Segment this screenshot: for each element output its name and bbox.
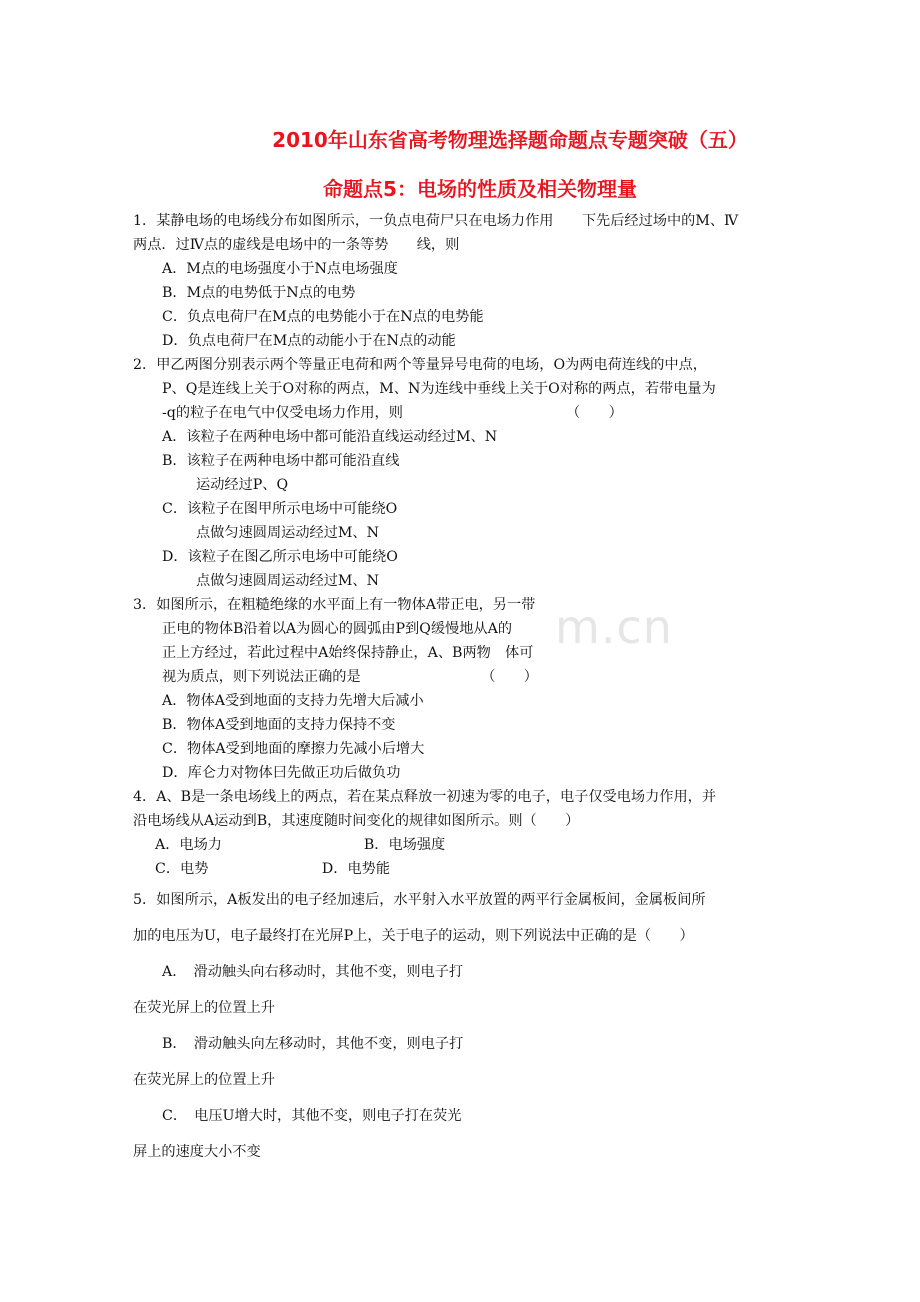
q2-option-c: C．该粒子在图甲所示电场中可能绕O — [162, 501, 398, 517]
q1-option-a: A．M点的电场强度小于N点电场强度 — [162, 261, 398, 277]
q3-stem-line-1: 3．如图所示，在粗糙绝缘的水平面上有一物体A带正电，另一带 — [133, 597, 536, 613]
q2-option-b-cont: 运动经过P、Q — [196, 477, 289, 493]
section-title: 命题点5：电场的性质及相关物理量 — [323, 177, 637, 201]
q5-option-c: C． 电压U增大时，其他不变，则电子打在荧光 — [162, 1108, 462, 1124]
q1-option-c: C．负点电荷尸在M点的电势能小于在N点的电势能 — [162, 309, 484, 325]
q5-stem-line-1: 5．如图所示，A板发出的电子经加速后，水平射入水平放置的两平行金属板间，金属板间所 — [133, 892, 706, 908]
q2-stem-line-2: P、Q是连线上关于O对称的两点，M、N为连线中垂线上关于O对称的两点，若带电量为 — [162, 381, 716, 397]
q3-stem-line-3: 正上方经过，若此过程中A始终保持静止，A、B两物 体可 — [162, 645, 534, 661]
document-title: 2010年山东省高考物理选择题命题点专题突破（五） — [272, 128, 748, 152]
q2-option-a: A．该粒子在两种电场中都可能沿直线运动经过M、N — [162, 429, 498, 445]
q1-option-b: B．M点的电势低于N点的电势 — [162, 285, 356, 301]
q5-stem-line-2: 加的电压为U，电子最终打在光屏P上，关于电子的运动，则下列说法中正确的是（ ） — [133, 928, 694, 944]
q4-stem-line-2: 沿电场线从A运动到B，其速度随时间变化的规律如图所示。则（ ） — [133, 813, 580, 829]
q3-stem-line-2: 正电的物体B沿着以A为圆心的圆弧由P到Q缓慢地从A的 — [162, 621, 513, 637]
q3-option-b: B．物体A受到地面的支持力保持不变 — [162, 717, 396, 733]
q1-option-d: D．负点电荷尸在M点的动能小于在N点的动能 — [162, 333, 456, 349]
q1-stem-line-1: 1．某静电场的电场线分布如图所示，一负点电荷尸只在电场力作用 下先后经过场中的M、Ⅳ — [133, 213, 739, 229]
q5-option-b: B． 滑动触头向左移动时，其他不变，则电子打 — [162, 1036, 464, 1052]
q3-option-a: A．物体A受到地面的支持力先增大后减小 — [162, 693, 424, 709]
q2-option-b: B．该粒子在两种电场中都可能沿直线 — [162, 453, 400, 469]
q4-options-ab: A．电场力 B．电场强度 — [155, 837, 446, 853]
q4-options-cd: C．电势 D．电势能 — [155, 861, 391, 877]
q3-option-d: D．库仑力对物体曰先做正功后做负功 — [162, 765, 401, 781]
q2-stem-line-3: -q的粒子在电气中仅受电场力作用，则 （ ） — [162, 405, 623, 421]
watermark: m.cn — [555, 600, 673, 654]
q3-option-c: C．物体A受到地面的摩擦力先减小后增大 — [162, 741, 425, 757]
q5-option-b-cont: 在荧光屏上的位置上升 — [133, 1072, 275, 1088]
q5-option-a-cont: 在荧光屏上的位置上升 — [133, 1000, 275, 1016]
q2-option-d: D．该粒子在图乙所示电场中可能绕O — [162, 549, 398, 565]
q2-stem-line-1: 2．甲乙两图分别表示两个等量正电荷和两个等量异号电荷的电场，O为两电荷连线的中点， — [133, 357, 707, 373]
q4-stem-line-1: 4．A、B是一条电场线上的两点，若在某点释放一初速为零的电子，电子仅受电场力作用，并 — [133, 789, 717, 805]
q3-stem-line-4: 视为质点，则下列说法正确的是 （ ） — [162, 669, 538, 685]
q5-option-c-cont: 屏上的速度大小不变 — [133, 1144, 261, 1160]
q5-option-a: A． 滑动触头向右移动时，其他不变，则电子打 — [162, 964, 464, 980]
q2-option-d-cont: 点做匀速圆周运动经过M、N — [196, 573, 380, 589]
q1-stem-line-2: 两点．过Ⅳ点的虚线是电场中的一条等势 线，则 — [133, 237, 460, 253]
q2-option-c-cont: 点做匀速圆周运动经过M、N — [196, 525, 380, 541]
